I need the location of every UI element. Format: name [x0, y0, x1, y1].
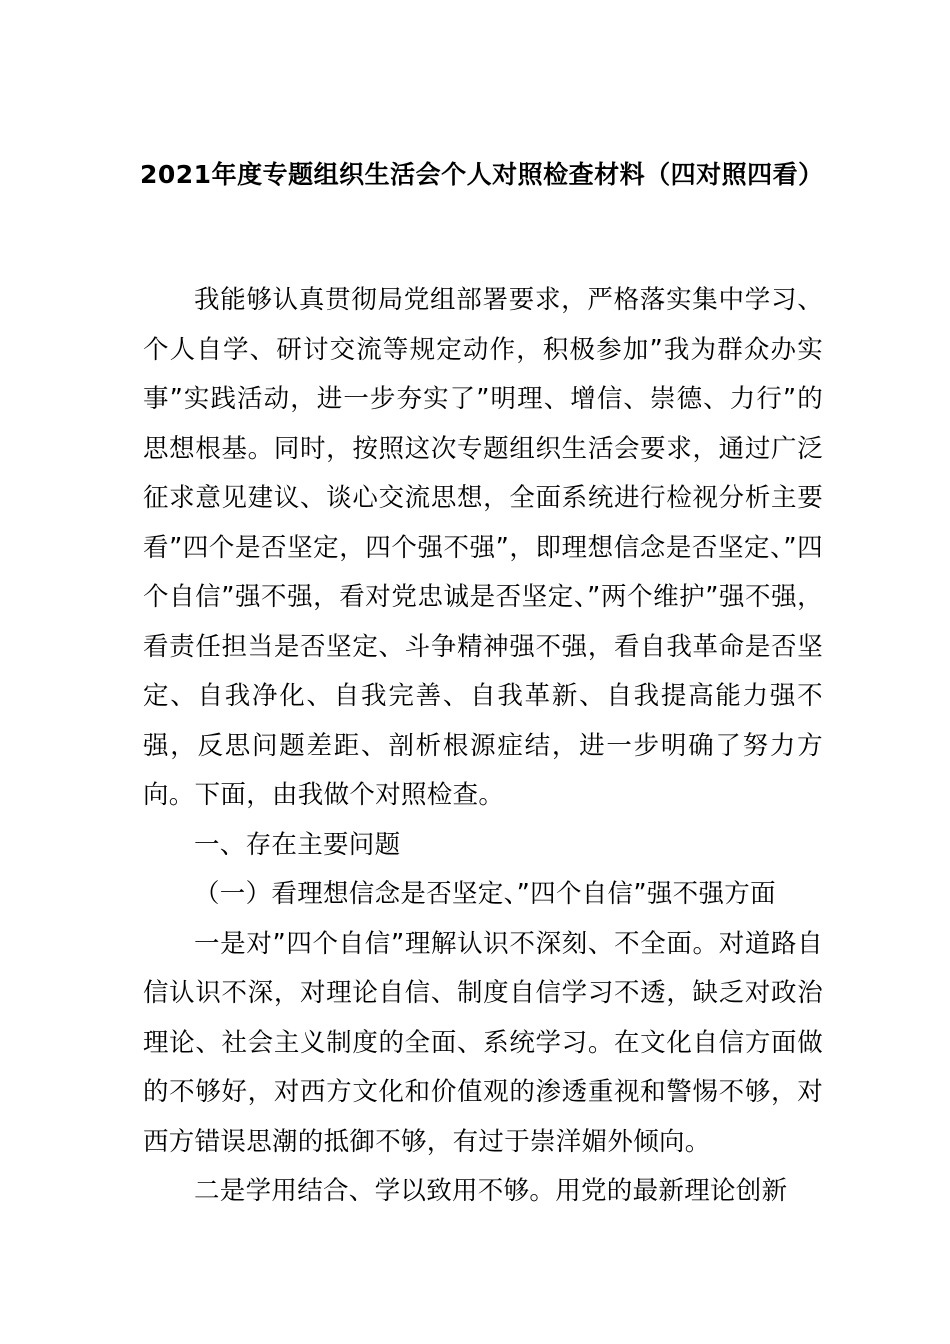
- document-title: 2021年度专题组织生活会个人对照检查材料（四对照四看）: [140, 160, 824, 189]
- section-heading-1: 一、存在主要问题: [194, 829, 401, 860]
- paragraph-intro: 我能够认真贯彻局党组部署要求，严格落实集中学习、个人自学、研讨交流等规定动作，积极参加”我为群众办实事”实践活动，进一步夯实了”明理、增信、崇德、力行”的思想根基。同时，按照这次专题组织生活会要求，通过广泛征求意见建议、谈心交流思想，全面系统进行检视分析主要看”四个是否坚定，四个强不强”，即理想信念是否坚定、”四个自信”强不强，看对党忠诚是否坚定、”两个维护”强不强，看责任担当是否坚定、斗争精神强不强，看自我革命是否坚定、自我净化、自我完善、自我革新、自我提高能力强不强，反思问题差距、剖析根源症结，进一步明确了努力方向。下面，由我做个对照检查。: [143, 285, 823, 810]
- paragraph-point-2: 二是学用结合、学以致用不够。用党的最新理论创新: [194, 1176, 788, 1206]
- paragraph-point-1: 一是对”四个自信”理解认识不深刻、不全面。对道路自信认识不深，对理论自信、制度自信学习不透，缺乏对政治理论、社会主义制度的全面、系统学习。在文化自信方面做的不够好，对西方文化和价值观的渗透重视和警惕不够，对西方错误思潮的抵御不够，有过于崇洋媚外倾向。: [143, 928, 823, 1157]
- document-body: [143, 276, 823, 1217]
- subsection-heading-1: （一）看理想信念是否坚定、”四个自信”强不强方面: [194, 879, 776, 909]
